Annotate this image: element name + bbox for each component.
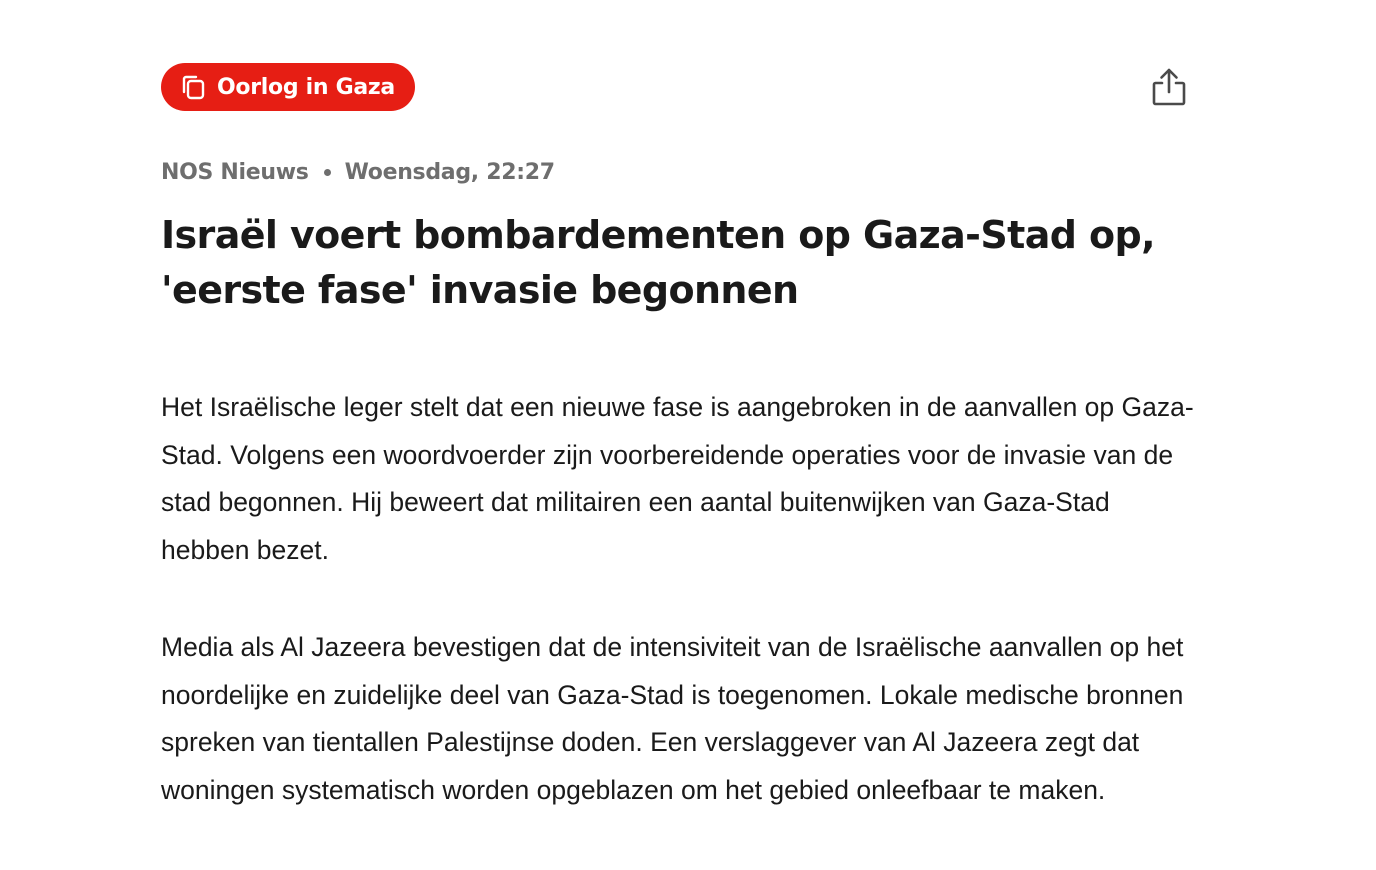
article-paragraph-2: Media als Al Jazeera bevestigen dat de intensiviteit van de Israëlische aanvallen op het noordelijke en zuidelijke deel van Gaza-Stad is toegenomen. Lokale medische bronnen spreken van tientallen Palestijnse doden. Een verslaggever van Al Jazeera zegt dat woningen systematisch worden opgeblazen om het gebied onleefbaar te maken.	[161, 632, 1184, 805]
article-topbar	[161, 63, 1191, 111]
timestamp: Woensdag, 22:27	[344, 159, 555, 185]
share-button[interactable]	[1147, 65, 1191, 109]
article-meta	[161, 156, 555, 188]
article-headline: Israël voert bombardementen op Gaza-Stad op, 'eerste fase' invasie begonnen	[161, 213, 1155, 312]
topic-tag-label: Oorlog in Gaza	[217, 74, 395, 100]
share-icon	[1147, 65, 1191, 109]
pages-icon	[179, 73, 207, 101]
source-label: NOS Nieuws	[161, 159, 309, 185]
separator-dot	[324, 169, 331, 176]
article-paragraph-1: Het Israëlische leger stelt dat een nieuwe fase is aangebroken in de aanvallen op Gaza-Stad. Volgens een woordvoerder zijn voorbereidende operaties voor de invasie van de stad begonnen. Hij beweert dat militairen een aantal buitenwijken van Gaza-Stad hebben bezet.	[161, 392, 1194, 565]
topic-tag-button[interactable]	[161, 63, 415, 111]
